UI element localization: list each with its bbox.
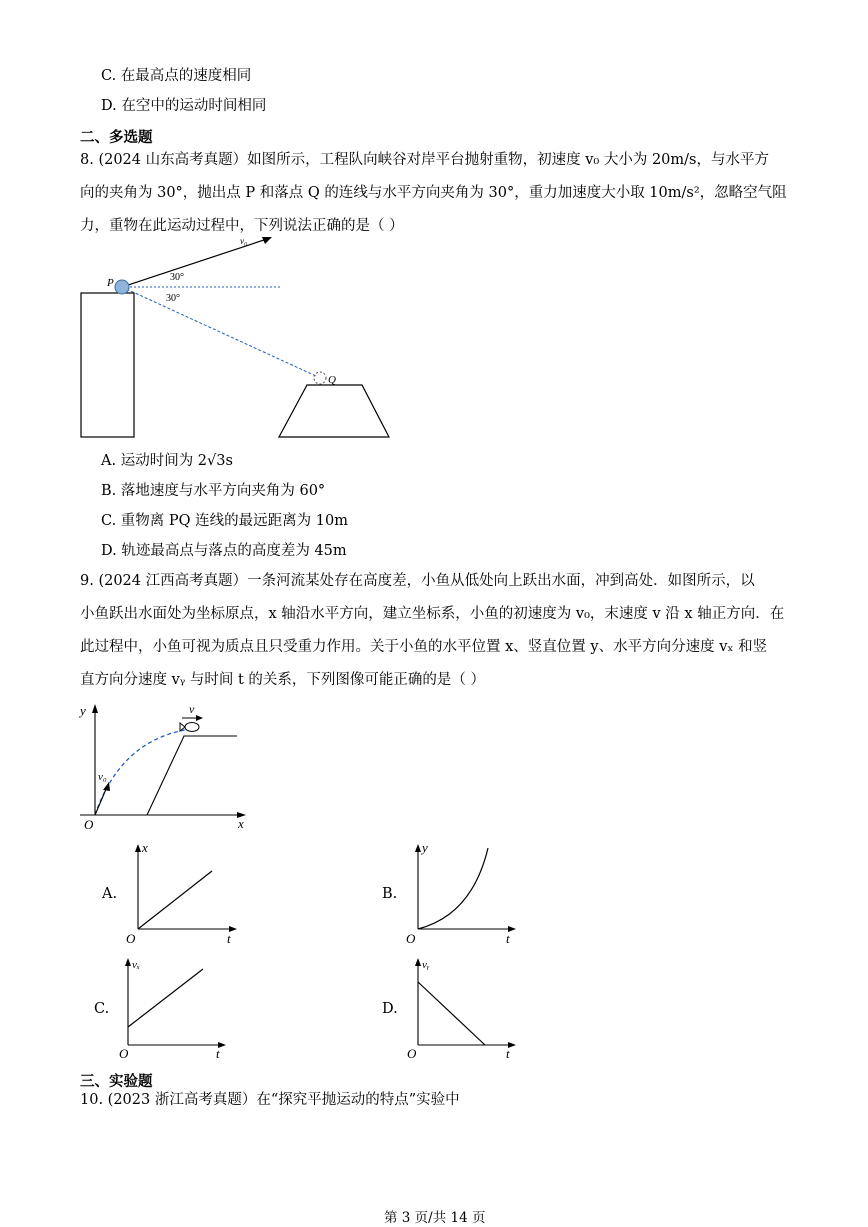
graph-a-xlabel: t (227, 931, 231, 946)
graph-d-ylabel: vᵧ (422, 959, 430, 971)
question-10-text: 10. (2023 浙江高考真题）在“探究平抛运动的特点”实验中 (80, 1092, 460, 1108)
label-x: x (238, 816, 244, 831)
question-8-option-a: A. 运动时间为 2√3s (101, 453, 233, 469)
label-origin: O (84, 817, 94, 832)
label-q: Q (328, 374, 336, 386)
graph-c-origin: O (119, 1046, 129, 1061)
graph-b-origin: O (406, 931, 416, 946)
angle-bottom: 30° (166, 293, 180, 304)
label-y: y (80, 703, 86, 718)
angle-top: 30° (170, 272, 184, 283)
option-d-prev: D. 在空中的运动时间相同 (101, 98, 267, 114)
page-footer: 第 3 页/共 14 页 (384, 1210, 486, 1226)
graph-d-xlabel: t (506, 1046, 510, 1061)
graph-b-label: B. (382, 886, 398, 902)
question-8-line-1: 8. (2024 山东高考真题）如图所示，工程队向峡谷对岸平台抛射重物，初速度 v₀ 大小为 20m/s，与水平方 (80, 152, 769, 168)
graph-d-label: D. (382, 1001, 398, 1017)
graph-c-label: C. (94, 1001, 110, 1017)
question-9-line-3: 此过程中，小鱼可视为质点且只受重力作用。关于小鱼的水平位置 x、竖直位置 y、水平方向分速度 vₓ 和竖 (80, 639, 768, 655)
graph-c-ylabel: vₓ (132, 959, 141, 971)
graph-a-label: A. (102, 886, 118, 902)
label-v0: v₀ (98, 771, 107, 783)
graph-c-xlabel: t (216, 1046, 220, 1061)
section-title-experiment: 三、实验题 (80, 1074, 153, 1090)
graph-b-ylabel: y (422, 840, 428, 855)
question-9-line-4: 直方向分速度 vᵧ 与时间 t 的关系，下列图像可能正确的是（ ） (80, 672, 486, 688)
label-v: v (189, 702, 195, 716)
option-c-prev: C. 在最高点的速度相同 (101, 68, 252, 84)
question-8-option-d: D. 轨迹最高点与落点的高度差为 45m (101, 543, 347, 559)
label-v0: v₀ (240, 236, 248, 246)
arrowhead-icon (415, 958, 421, 966)
question-8-option-b: B. 落地速度与水平方向夹角为 60° (101, 483, 326, 499)
label-p: P (107, 277, 114, 289)
question-8-option-c: C. 重物离 PQ 连线的最远距离为 10m (101, 513, 348, 529)
question-9-line-1: 9. (2024 江西高考真题）一条河流某处存在高度差，小鱼从低处向上跃出水面，冲到高处．如图所示，以 (80, 573, 755, 589)
question-8-line-3: 力，重物在此运动过程中，下列说法正确的是（ ） (80, 218, 404, 234)
graph-a-ylabel: x (142, 840, 148, 855)
question-8-line-2: 向的夹角为 30°，抛出点 P 和落点 Q 的连线与水平方向夹角为 30°，重力加速度大小取 10m/s²，忽略空气阻 (80, 185, 787, 201)
graph-b-xlabel: t (506, 931, 510, 946)
graph-d-curve (418, 982, 485, 1045)
section-title-multiple-choice: 二、多选题 (80, 130, 153, 146)
question-9-line-2: 小鱼跃出水面处为坐标原点，x 轴沿水平方向，建立坐标系，小鱼的初速度为 v₀，末速度 v 沿 x 轴正方向．在 (80, 606, 785, 622)
graph-d-origin: O (407, 1046, 417, 1061)
graph-a-origin: O (126, 931, 136, 946)
